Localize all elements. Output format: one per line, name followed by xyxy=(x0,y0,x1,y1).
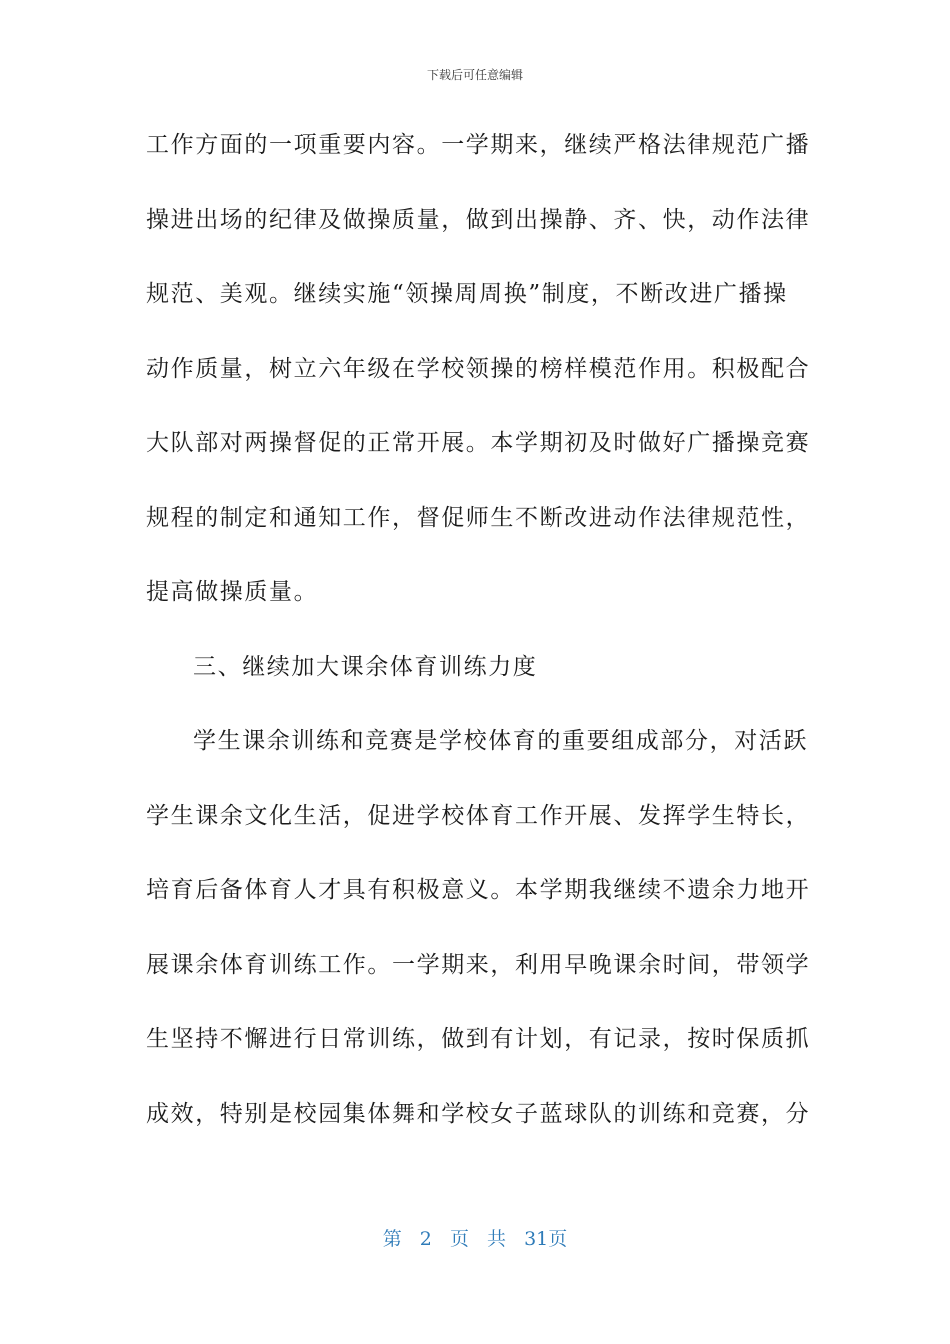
body-line: 提高做操质量。 xyxy=(146,579,319,605)
document-body xyxy=(146,120,811,1163)
body-line: 学生课余训练和竞赛是学校体育的重要组成部分，对活跃 xyxy=(193,728,808,754)
page-header: 下载后可任意编辑 xyxy=(426,68,523,82)
body-line: 大队部对两操督促的正常开展。本学期初及时做好广播操竞赛 xyxy=(146,430,811,456)
total-pages: 31页 xyxy=(524,1228,568,1250)
body-line: 规范、美观。继续实施“领操周周换”制度，不断改进广播操 xyxy=(146,281,788,307)
body-line: 工作方面的一项重要内容。一学期来，继续严格法律规范广播 xyxy=(146,132,811,158)
footer-prefix: 第 xyxy=(382,1228,402,1250)
page-footer xyxy=(0,1224,950,1251)
page-number: 2 xyxy=(419,1228,432,1250)
footer-total-prefix: 共 xyxy=(487,1228,507,1250)
body-line: 学生课余文化生活，促进学校体育工作开展、发挥学生特长， xyxy=(146,802,811,829)
body-line: 成效，特别是校园集体舞和学校女子蓝球队的训练和竞赛，分 xyxy=(146,1100,811,1127)
section-heading: 三、继续加大课余体育训练力度 xyxy=(193,653,538,680)
body-line: 培育后备体育人才具有积极意义。本学期我继续不遗余力地开 xyxy=(146,877,811,903)
body-line: 动作质量，树立六年级在学校领操的榜样模范作用。积极配合 xyxy=(146,355,811,382)
body-line: 操进出场的纪律及做操质量，做到出操静、齐、快，动作法律 xyxy=(146,206,811,233)
body-line: 展课余体育训练工作。一学期来，利用早晚课余时间，带领学 xyxy=(146,951,811,978)
body-line: 规程的制定和通知工作，督促师生不断改进动作法律规范性， xyxy=(146,504,811,531)
footer-mid: 页 xyxy=(449,1228,469,1250)
body-line: 生坚持不懈进行日常训练，做到有计划，有记录，按时保质抓 xyxy=(146,1026,811,1052)
